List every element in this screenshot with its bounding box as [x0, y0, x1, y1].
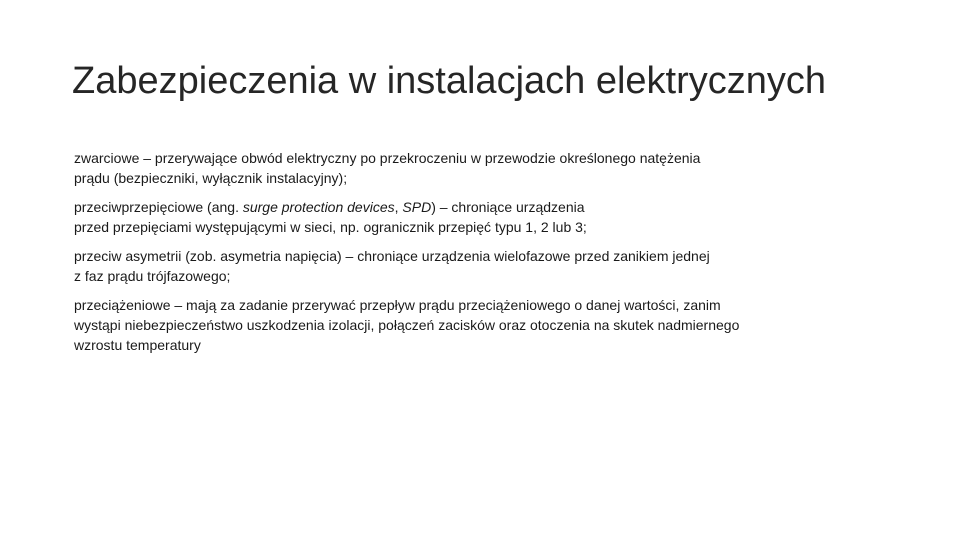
paragraph-italic-term: surge protection devices: [242, 199, 395, 215]
paragraph-line: zwarciowe – przerywające obwód elektryczny po przekroczeniu w przewodzie określonego natężenia: [74, 150, 701, 166]
paragraph-przeciwprzepieciowe: [74, 197, 864, 237]
paragraph-asymetria: [74, 246, 864, 286]
paragraph-line: przeciw asymetrii (zob. asymetria napięcia) – chroniące urządzenia wielofazowe przed zanikiem jednej: [74, 248, 710, 264]
paragraph-line: prądu (bezpieczniki, wyłącznik instalacyjny);: [74, 170, 348, 186]
paragraph-text: przeciwprzepięciowe (ang.: [74, 199, 243, 215]
paragraph-zwarciowe: [74, 148, 864, 188]
paragraph-text: ) – chroniące urządzenia: [431, 199, 585, 215]
paragraph-text: ,: [394, 199, 403, 215]
paragraph-line: przed przepięciami występującymi w sieci, np. ogranicznik przepięć typu 1, 2 lub 3;: [74, 219, 587, 235]
slide-title: Zabezpieczenia w instalacjach elektrycznych: [72, 60, 827, 102]
paragraph-italic-abbrev: SPD: [402, 199, 432, 215]
paragraph-line: wystąpi niebezpieczeństwo uszkodzenia izolacji, połączeń zacisków oraz otoczenia na skutek nadmiernego: [74, 317, 740, 333]
paragraph-line: z faz prądu trójfazowego;: [74, 268, 231, 284]
paragraph-line: wzrostu temperatury: [74, 337, 201, 353]
slide-body: [74, 148, 864, 364]
paragraph-line: przeciążeniowe – mają za zadanie przerywać przepływ prądu przeciążeniowego o danej wartości, zanim: [74, 297, 721, 313]
paragraph-przeciazeniowe: [74, 295, 864, 355]
